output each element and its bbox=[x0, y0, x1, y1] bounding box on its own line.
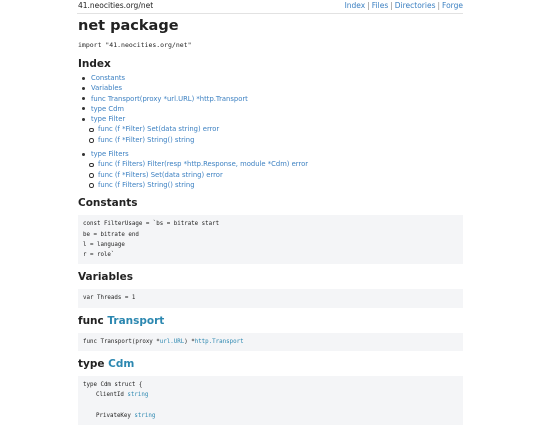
list-item bbox=[81, 149, 463, 159]
field-type-link[interactable]: string bbox=[127, 392, 149, 399]
index-link-filters[interactable]: type Filters bbox=[91, 150, 129, 159]
cdm-heading bbox=[78, 357, 463, 371]
site-name: 41.neocities.org/net bbox=[78, 1, 154, 10]
index-link-cdm[interactable]: type Cdm bbox=[91, 104, 125, 113]
field-name: ClientId bbox=[96, 392, 124, 399]
list-item bbox=[81, 83, 463, 93]
nav-index-link[interactable]: Index bbox=[344, 1, 366, 10]
import-line: import "41.neocities.org/net" bbox=[78, 41, 192, 49]
code-line bbox=[83, 411, 458, 421]
list-item bbox=[81, 94, 463, 104]
list-item bbox=[81, 104, 463, 114]
index-link-filter-set[interactable]: func (f *Filter) Set(data string) error bbox=[98, 125, 220, 134]
heading-keyword: func bbox=[78, 314, 104, 327]
list-item bbox=[81, 124, 463, 134]
list-item bbox=[81, 159, 463, 169]
nav-separator: | bbox=[367, 1, 370, 10]
page-title: net package bbox=[78, 18, 179, 34]
nav-directories-link[interactable]: Directories bbox=[394, 1, 436, 10]
cdm-name: Cdm bbox=[108, 358, 135, 371]
heading-keyword: type bbox=[78, 358, 105, 371]
index-link-filters-set[interactable]: func (f *Filters) Set(data string) error bbox=[98, 170, 223, 179]
nav-separator: | bbox=[390, 1, 393, 10]
list-item bbox=[81, 114, 463, 124]
field-name: PrivateKey bbox=[96, 412, 131, 419]
index-link-filters-filter[interactable]: func (f Filters) Filter(resp *http.Response, module *Cdm) error bbox=[98, 160, 309, 169]
code-line: type Cdm struct { bbox=[83, 382, 143, 389]
url-type-link[interactable]: url.URL bbox=[159, 338, 185, 345]
index-link-filter[interactable]: type Filter bbox=[91, 115, 126, 124]
index-list bbox=[78, 73, 463, 190]
nav-files-link[interactable]: Files bbox=[371, 1, 389, 10]
code-line bbox=[83, 390, 458, 400]
cdm-code-block bbox=[78, 376, 463, 425]
blank-line bbox=[83, 401, 458, 411]
constants-code-block bbox=[78, 215, 463, 264]
signature-text: ) * bbox=[184, 338, 195, 345]
signature-text: func Transport(proxy * bbox=[83, 338, 160, 345]
code-line: const FilterUsage = `bs = bitrate start bbox=[83, 221, 220, 228]
main-content bbox=[78, 16, 463, 425]
code-line: r = role` bbox=[83, 252, 115, 259]
variables-heading: Variables bbox=[78, 271, 133, 284]
index-link-constants[interactable]: Constants bbox=[91, 74, 126, 82]
list-item bbox=[81, 170, 463, 180]
variables-code-block bbox=[78, 289, 463, 307]
nav-separator: | bbox=[437, 1, 441, 10]
index-heading: Index bbox=[78, 58, 111, 70]
transport-heading bbox=[78, 314, 463, 328]
index-link-variables[interactable]: Variables bbox=[91, 84, 123, 93]
transport-name: Transport bbox=[107, 314, 165, 327]
code-line bbox=[83, 337, 458, 347]
index-link-transport[interactable]: func Transport(proxy *url.URL) *http.Transport bbox=[91, 94, 248, 103]
index-link-filter-string[interactable]: func (f *Filter) String() string bbox=[98, 135, 195, 144]
list-item bbox=[81, 73, 463, 83]
code-line: l = language bbox=[83, 241, 125, 248]
transport-code-block bbox=[78, 333, 463, 351]
list-item bbox=[81, 135, 463, 145]
list-item bbox=[81, 180, 463, 190]
code-line: be = bitrate end bbox=[83, 231, 139, 238]
index-link-filters-string[interactable]: func (f Filters) String() string bbox=[98, 180, 195, 189]
code-line: var Threads = 1 bbox=[83, 295, 136, 302]
http-transport-link[interactable]: http.Transport bbox=[194, 338, 244, 345]
field-type-link[interactable]: string bbox=[134, 412, 156, 419]
nav-forge-link[interactable]: Forge bbox=[442, 1, 463, 10]
top-bar bbox=[77, 0, 463, 14]
top-nav bbox=[345, 0, 463, 11]
constants-heading: Constants bbox=[78, 197, 138, 210]
